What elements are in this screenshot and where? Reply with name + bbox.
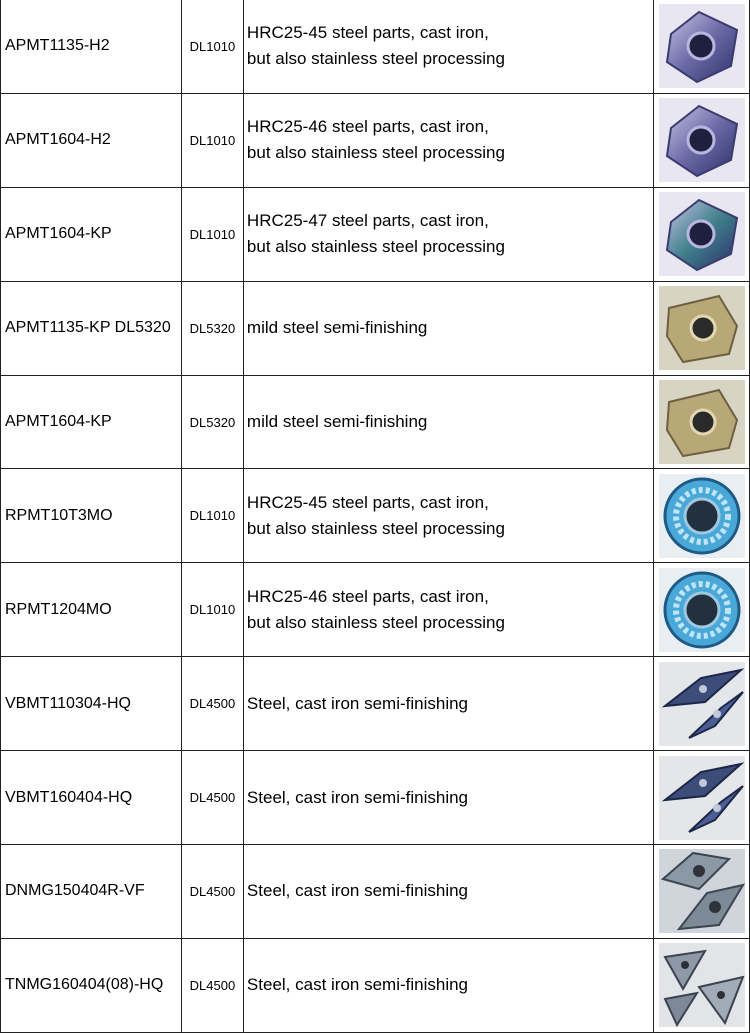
description-line-2: but also stainless steel processing (246, 49, 505, 69)
image-cell (654, 375, 750, 469)
grade-cell: DL5320 (181, 281, 243, 375)
image-cell (654, 187, 750, 281)
table-row (1, 657, 750, 751)
description-line-1: HRC25-47 steel parts, cast iron, (246, 211, 489, 231)
model-cell: APMT1135-H2 (1, 0, 182, 93)
grade-cell: DL4500 (181, 938, 243, 1032)
table-row (1, 845, 750, 939)
table-row (1, 469, 750, 563)
table-row (1, 187, 750, 281)
grade-cell: DL4500 (181, 845, 243, 939)
grade-cell: DL1010 (181, 563, 243, 657)
grade-cell: DL1010 (181, 469, 243, 563)
apmt-gold-insert-image (659, 380, 745, 464)
round-insert-image (659, 568, 745, 652)
description-line-1: HRC25-46 steel parts, cast iron, (246, 586, 489, 606)
description-line-2: but also stainless steel processing (246, 518, 505, 538)
description-line-2: but also stainless steel processing (246, 143, 505, 163)
model-cell: APMT1604-KP (1, 187, 182, 281)
image-cell (654, 938, 750, 1032)
grade-cell: DL4500 (181, 751, 243, 845)
table-row (1, 281, 750, 375)
apmt-coated-insert-image (659, 192, 745, 276)
model-cell: VBMT160404-HQ (1, 751, 182, 845)
description-cell (243, 375, 653, 469)
description-cell (243, 751, 653, 845)
description-cell (243, 657, 653, 751)
description-line-1: Steel, cast iron semi-finishing (246, 975, 469, 995)
vbmt-insert-image (659, 662, 745, 746)
table-row (1, 563, 750, 657)
grade-cell: DL1010 (181, 187, 243, 281)
apmt-coated-insert-image (659, 98, 745, 182)
description-cell (243, 93, 653, 187)
grade-cell: DL1010 (181, 0, 243, 93)
image-cell (654, 751, 750, 845)
round-insert-image (659, 474, 745, 558)
image-cell (654, 845, 750, 939)
image-cell (654, 469, 750, 563)
image-cell (654, 93, 750, 187)
model-cell: VBMT110304-HQ (1, 657, 182, 751)
description-line-1: Steel, cast iron semi-finishing (246, 881, 469, 901)
image-cell (654, 657, 750, 751)
table-row (1, 0, 750, 93)
model-cell: RPMT10T3MO (1, 469, 182, 563)
model-cell: APMT1135-KP DL5320 (1, 281, 182, 375)
description-cell (243, 281, 653, 375)
image-cell (654, 563, 750, 657)
description-cell (243, 563, 653, 657)
description-line-1: HRC25-45 steel parts, cast iron, (246, 23, 489, 43)
description-cell (243, 469, 653, 563)
image-cell (654, 0, 750, 93)
description-line-1: HRC25-45 steel parts, cast iron, (246, 492, 489, 512)
description-cell (243, 0, 653, 93)
model-cell: RPMT1204MO (1, 563, 182, 657)
description-line-2: but also stainless steel processing (246, 237, 505, 257)
grade-cell: DL4500 (181, 657, 243, 751)
description-cell (243, 845, 653, 939)
description-line-1: Steel, cast iron semi-finishing (246, 693, 469, 713)
model-cell: APMT1604-KP (1, 375, 182, 469)
apmt-gold-insert-image (659, 286, 745, 370)
model-cell: TNMG160404(08)-HQ (1, 938, 182, 1032)
table-row (1, 751, 750, 845)
vbmt-insert-image (659, 756, 745, 840)
tnmg-insert-image (659, 943, 745, 1027)
description-cell (243, 187, 653, 281)
description-cell (243, 938, 653, 1032)
table-row (1, 938, 750, 1032)
description-line-2: but also stainless steel processing (246, 612, 505, 632)
description-line-1: HRC25-46 steel parts, cast iron, (246, 117, 489, 137)
description-line-1: mild steel semi-finishing (246, 412, 428, 431)
table-row (1, 375, 750, 469)
apmt-coated-insert-image (659, 4, 745, 88)
description-line-1: Steel, cast iron semi-finishing (246, 787, 469, 807)
dnmg-insert-image (659, 849, 745, 933)
grade-cell: DL1010 (181, 93, 243, 187)
grade-cell: DL5320 (181, 375, 243, 469)
model-cell: DNMG150404R-VF (1, 845, 182, 939)
description-line-1: mild steel semi-finishing (246, 318, 428, 338)
model-cell: APMT1604-H2 (1, 93, 182, 187)
table-row (1, 93, 750, 187)
image-cell (654, 281, 750, 375)
